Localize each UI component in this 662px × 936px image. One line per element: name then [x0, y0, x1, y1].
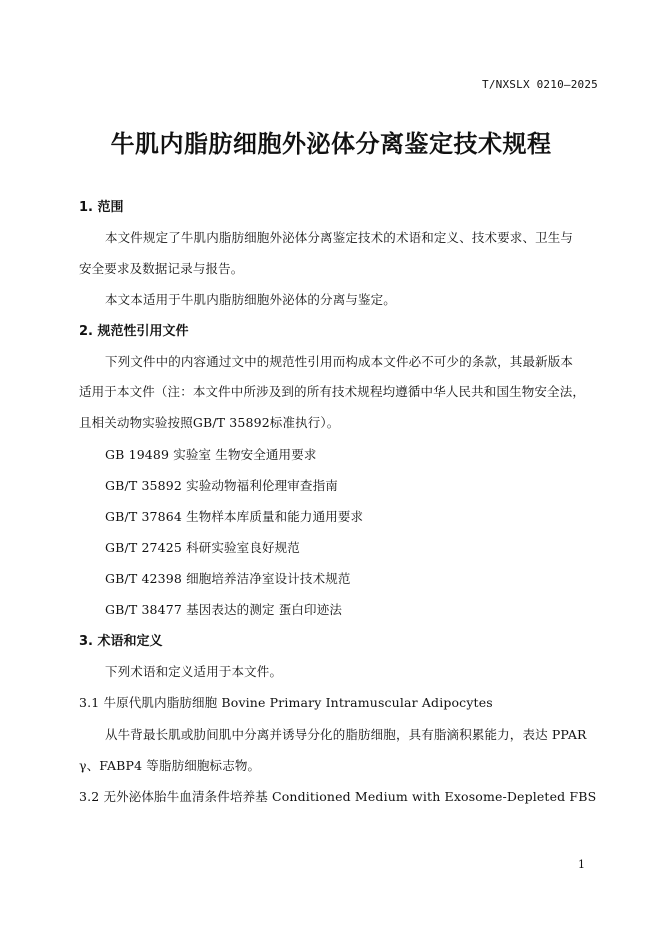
document-number: T/NXSLX 0210—2025	[482, 78, 598, 91]
section-3-intro: 下列术语和定义适用于本文件。	[105, 664, 283, 679]
section-1-paragraph-2: 本文本适用于牛肌内脂肪细胞外泌体的分离与鉴定。	[105, 292, 396, 307]
section-2-paragraph-line-3: 且相关动物实验按照GB/T 35892标准执行）。	[79, 415, 340, 430]
section-2-paragraph-line-2: 适用于本文件（注：本文件中所涉及到的所有技术规程均遵循中华人民共和国生物安全法，	[79, 384, 586, 399]
section-1-heading: 1. 范围	[79, 200, 124, 215]
reference-item: GB/T 37864 生物样本库质量和能力通用要求	[105, 509, 364, 524]
term-3-1-heading: 3.1 牛原代肌内脂肪细胞 Bovine Primary Intramuscular Adipocytes	[79, 695, 493, 710]
reference-item: GB/T 38477 基因表达的测定 蛋白印迹法	[105, 602, 343, 617]
term-3-1-definition-line-1: 从牛背最长肌或肋间肌中分离并诱导分化的脂肪细胞，具有脂滴积累能力，表达 PPAR	[105, 727, 587, 742]
reference-item: GB/T 35892 实验动物福利伦理审查指南	[105, 478, 338, 493]
reference-item: GB/T 27425 科研实验室良好规范	[105, 540, 300, 555]
section-3-heading: 3. 术语和定义	[79, 634, 163, 649]
document-title: 牛肌内脂肪细胞外泌体分离鉴定技术规程	[110, 130, 552, 158]
section-2-paragraph-line-1: 下列文件中的内容通过文中的规范性引用而构成本文件必不可少的条款，其最新版本	[105, 354, 574, 369]
page-number: 1	[578, 858, 585, 871]
section-1-paragraph-1-line-2: 安全要求及数据记录与报告。	[79, 261, 244, 276]
term-3-1-definition-line-2: γ、FABP4 等脂肪细胞标志物。	[79, 758, 261, 773]
term-3-2-heading: 3.2 无外泌体胎牛血清条件培养基 Conditioned Medium with Exosome-Depleted FBS	[79, 789, 597, 804]
section-1-paragraph-1-line-1: 本文件规定了牛肌内脂肪细胞外泌体分离鉴定技术的术语和定义、技术要求、卫生与	[105, 230, 574, 245]
reference-item: GB/T 42398 细胞培养洁净室设计技术规范	[105, 571, 351, 586]
reference-item: GB 19489 实验室 生物安全通用要求	[105, 447, 317, 462]
section-2-heading: 2. 规范性引用文件	[79, 324, 189, 339]
